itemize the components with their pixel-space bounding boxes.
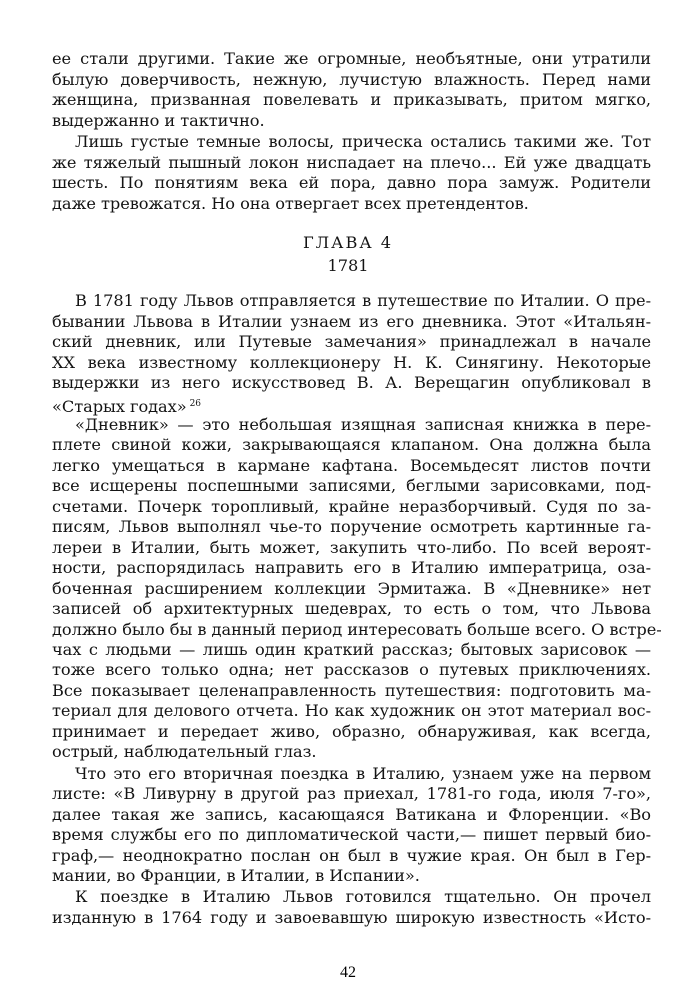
text-line: принимает и передает живо, образно, обнаруживая, как всегда, [52,721,651,741]
text-line: плете свиной кожи, закрывающаяся клапаном. Она должна была [52,435,651,455]
text-line: ности, распорядилась направить его в Италию императрица, оза- [52,558,651,578]
text-line: граф,— неоднократно послан он был в чужие края. Он был в Гер- [52,845,651,865]
text-line: выдержанно и тактично. [52,110,265,130]
text-line: все исщерены поспешными записями, беглыми зарисовками, под- [52,476,651,496]
page-number: 42 [340,964,356,981]
text-line: К поездке в Италию Львов готовился тщательно. Он прочел [75,887,651,907]
text-line: изданную в 1764 году и завоевавшую широкую известность «Исто- [52,907,651,927]
text-line: «Дневник» — это небольшая изящная записная книжка в пере- [75,414,651,434]
text-line: ский дневник, или Путевые замечания» принадлежал в начале [52,332,651,352]
text-line: бывании Львова в Италии узнаем из его дневника. Этот «Итальян- [52,311,651,331]
text-line: должно было бы в данный период интересовать больше всего. О встре- [52,619,662,639]
text-line: легко умещаться в кармане кафтана. Восемьдесят листов почти [52,455,651,475]
footnote-reference: 26 [189,398,201,409]
text-line: В 1781 году Львов отправляется в путешествие по Италии. О пре- [75,291,651,311]
text-line [52,393,201,415]
text-fragment: «Старых годах» [52,396,187,416]
chapter-title: ГЛАВА 4 [302,232,394,252]
text-line: Все показывает целенаправленность путешествия: подготовить ма- [52,680,651,700]
text-line: мании, во Франции, в Италии, в Испании». [52,865,420,885]
text-line: же тяжелый пышный локон ниспадает на плечо... Ей уже двадцать [52,152,651,172]
text-line: былую доверчивость, нежную, лучистую влажность. Перед нами [52,69,651,89]
text-line: выдержки из него искусствовед В. А. Верещагин опубликовал в [52,373,651,392]
text-line: лереи в Италии, быть может, закупить что-либо. По всей вероят- [52,537,651,557]
text-line: ее стали другими. Такие же огромные, необъятные, они утратили [52,49,651,69]
text-line: шесть. По понятиям века ей пора, давно пора замуж. Родители [52,173,651,193]
text-line: счетами. Почерк торопливый, крайне неразборчивый. Судя по за- [52,496,651,516]
text-line: записей об архитектурных шедеврах, то есть о том, что Львова [52,599,651,618]
text-line: острый, наблюдательный глаз. [52,742,317,762]
text-line: даже тревожатся. Но она отвергает всех претендентов. [52,193,529,213]
text-line: XX века известному коллекционеру Н. К. Синягину. Некоторые [52,352,651,372]
text-line: тоже всего только одна; нет рассказов о путевых приключениях. [52,660,651,680]
text-line: Что это его вторичная поездка в Италию, узнаем уже на первом [75,763,651,783]
text-line: териал для делового отчета. Но как художник он этот материал вос- [52,701,651,721]
text-line: листе: «В Ливурну в другой раз приехал, 1781-го года, июля 7-го», [52,784,651,804]
chapter-year: 1781 [327,255,369,275]
text-line: женщина, призванная повелевать и приказывать, притом мягко, [52,90,651,110]
text-line: время службы его по дипломатической части,— пишет первый био- [52,825,651,844]
text-line: боченная расширением коллекции Эрмитажа. В «Дневнике» нет [52,578,651,598]
text-line: далее такая же запись, касающаяся Ватикана и Флоренции. «Во [52,804,651,824]
text-line: Лишь густые темные волосы, прическа остались такими же. Тот [75,132,651,152]
text-line: писям, Львов выполнял чье-то поручение осмотреть картинные га- [52,517,651,537]
text-line: чах с людьми — лишь один краткий рассказ; бытовых зарисовок — [52,639,651,659]
